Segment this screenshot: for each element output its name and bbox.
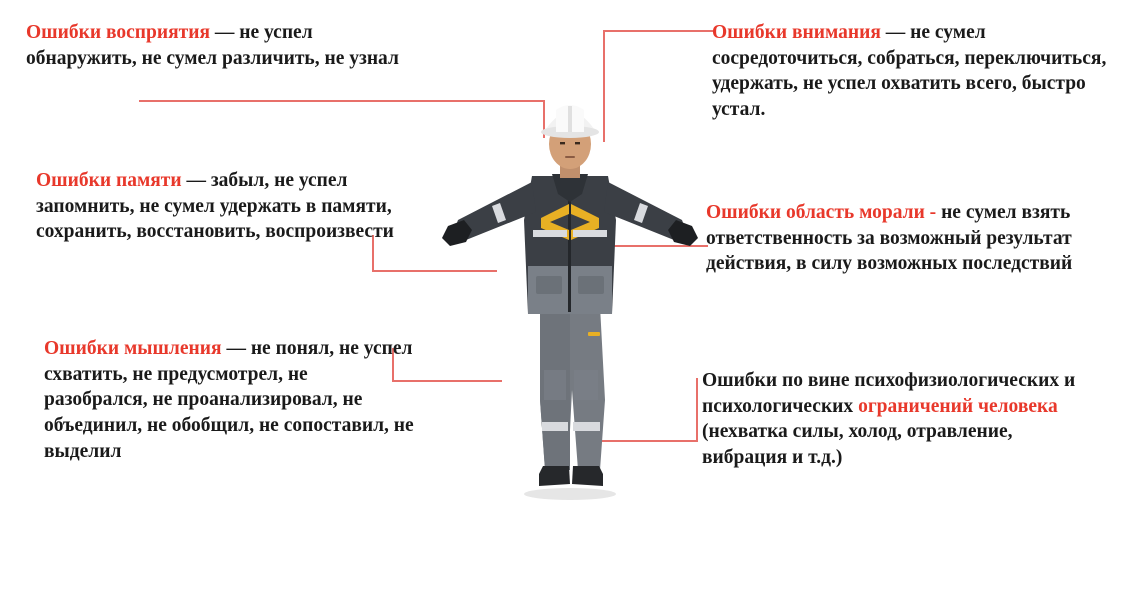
worker-figure (440, 70, 700, 500)
callout-perception-body: — не успел обнаружить, не сумел различить, не узнал (26, 22, 399, 69)
callout-attention-body: — не сумел сосредоточиться, собраться, переключиться, удержать, не успел охватить всего, быстро устал. (712, 22, 1107, 121)
callout-psycho-tail: (нехватка силы, холод, отравление, вибрация и т.д.) (702, 421, 1013, 469)
callout-moral (706, 200, 1096, 277)
callout-perception-title: Ошибки восприятия (26, 22, 210, 43)
callout-thinking-title: Ошибки мышления (44, 338, 222, 359)
callout-memory-title: Ошибки памяти (36, 170, 182, 191)
callout-thinking (44, 336, 416, 465)
leader-line-attention-horizontal (603, 30, 713, 32)
callout-moral-body: не сумел взять ответственность за возможный результат действия, в силу возможных последствий (706, 202, 1073, 275)
callout-attention-title: Ошибки внимания (712, 22, 881, 43)
callout-psycho-highlight: ограничений человека (858, 395, 1058, 417)
callout-attention (712, 20, 1107, 123)
callout-thinking-body: — не понял, не успел схватить, не предусмотрел, не разобрался, не проанализировал, не объединил, не обобщил, не сопоставил, не выделил (44, 338, 414, 462)
callout-psychophysiological (702, 368, 1092, 471)
callout-psycho-lead: Ошибки по вине психофизиологических и психологических (702, 370, 1076, 417)
callout-moral-title: Ошибки область морали - (706, 202, 937, 223)
callout-memory-body: — забыл, не успел запомнить, не сумел удержать в памяти, сохранить, восстановить, воспроизвести (36, 170, 394, 243)
callout-perception (26, 20, 426, 71)
callout-memory (36, 168, 396, 245)
worker-illustration-svg (440, 70, 700, 500)
